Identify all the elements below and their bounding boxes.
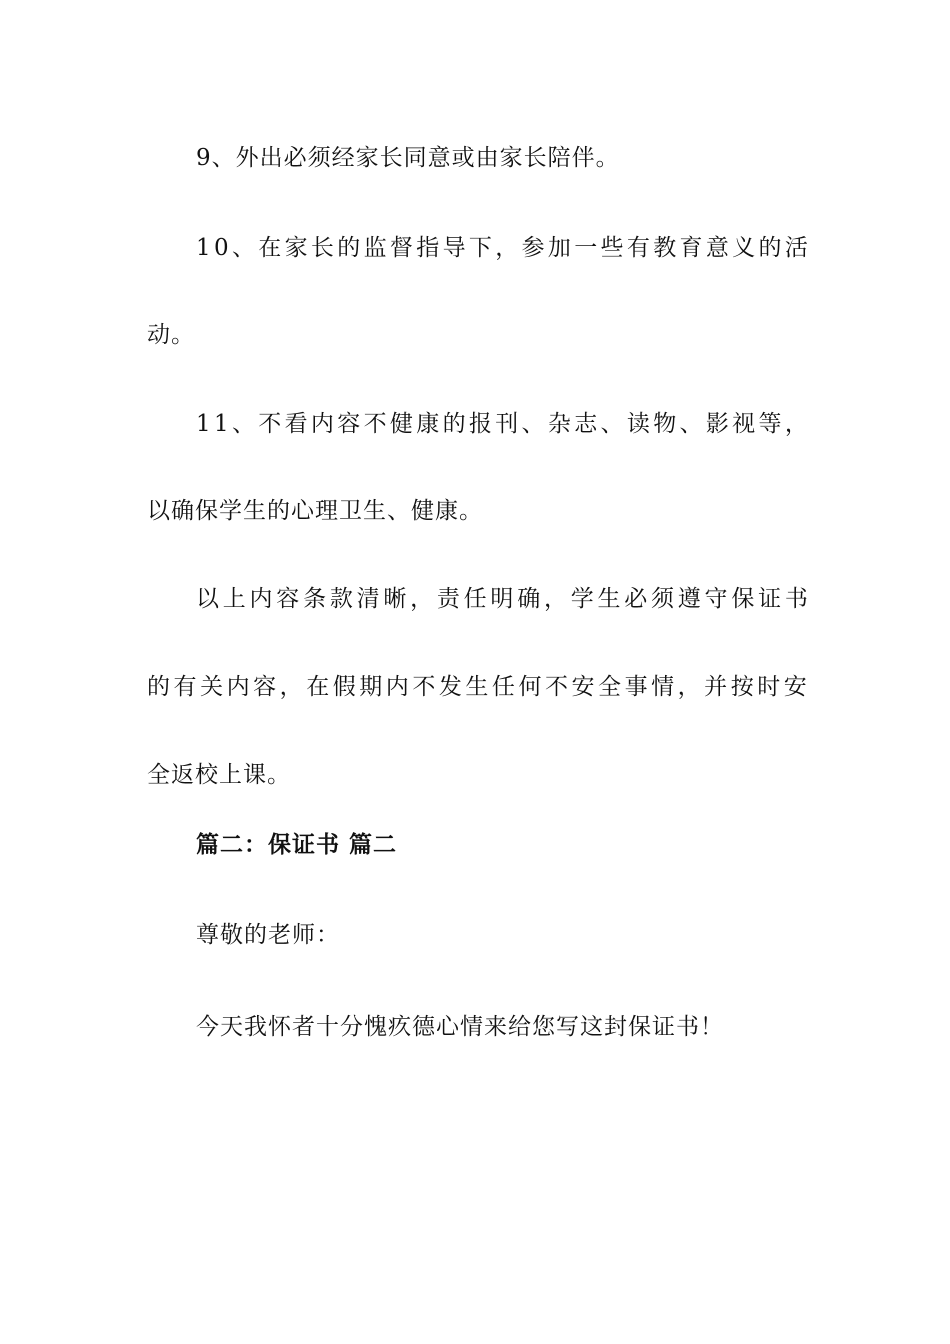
glyph: 、 (600, 411, 624, 437)
glyph: 的 (442, 411, 466, 437)
glyph: 不 (544, 674, 568, 700)
glyph: 责 (436, 586, 460, 612)
glyph: 安 (571, 674, 595, 700)
glyph: 生 (597, 586, 621, 612)
glyph: 必 (624, 586, 648, 612)
glyph: 读 (626, 411, 650, 437)
glyph: 须 (651, 586, 675, 612)
glyph: 报 (468, 411, 492, 437)
glyph: 款 (329, 586, 353, 612)
glyph: ， (410, 586, 434, 612)
glyph: 确 (517, 586, 541, 612)
glyph: 容 (337, 411, 361, 437)
glyph: ， (279, 674, 303, 700)
glyph: 不 (258, 411, 282, 437)
glyph: 按 (730, 674, 754, 700)
glyph: 、 (231, 235, 255, 261)
glyph: 育 (679, 235, 703, 261)
section-heading: 篇二：保证书 篇二 (196, 831, 398, 858)
glyph: 有 (173, 674, 197, 700)
glyph: 容 (253, 674, 277, 700)
glyph: 内 (310, 411, 334, 437)
glyph: 并 (704, 674, 728, 700)
glyph: ， (677, 674, 701, 700)
salutation: 尊敬的老师： (196, 922, 340, 948)
summary-paragraph-line-3: 全返校上课。 (147, 762, 291, 788)
glyph: 参 (521, 235, 545, 261)
paragraph-item-10-line-1 (196, 233, 808, 263)
glyph: 时 (757, 674, 781, 700)
glyph: 等 (758, 411, 782, 437)
glyph: 内 (385, 674, 409, 700)
glyph: 的 (147, 674, 170, 700)
glyph: 督 (389, 235, 413, 261)
summary-paragraph-line-1 (196, 584, 808, 614)
glyph: 指 (416, 235, 440, 261)
glyph: 期 (359, 674, 383, 700)
opening-sentence: 今天我怀者十分愧疚德心情来给您写这封保证书！ (196, 1014, 724, 1040)
glyph: 刊 (495, 411, 519, 437)
glyph: 监 (363, 235, 387, 261)
glyph: 1 (196, 411, 211, 437)
glyph: 杂 (547, 411, 571, 437)
glyph: 有 (626, 235, 650, 261)
glyph: 些 (600, 235, 624, 261)
glyph: 关 (200, 674, 224, 700)
glyph: 一 (574, 235, 598, 261)
glyph: 下 (468, 235, 492, 261)
glyph: 的 (337, 235, 361, 261)
glyph: 事 (624, 674, 648, 700)
glyph: ， (543, 586, 567, 612)
glyph: 0 (213, 235, 229, 261)
paragraph-item-11-line-2: 以确保学生的心理卫生、健康。 (147, 498, 483, 524)
glyph: 家 (284, 235, 308, 261)
glyph: 健 (389, 411, 413, 437)
glyph: 学 (570, 586, 594, 612)
glyph: 清 (356, 586, 380, 612)
glyph: 、 (521, 411, 545, 437)
glyph: 物 (653, 411, 677, 437)
summary-paragraph-line-2 (147, 672, 807, 702)
glyph: 加 (547, 235, 571, 261)
glyph: 内 (226, 674, 250, 700)
glyph: 假 (332, 674, 356, 700)
glyph: 、 (679, 411, 703, 437)
glyph: 书 (784, 586, 808, 612)
glyph: 全 (598, 674, 622, 700)
glyph: 遵 (677, 586, 701, 612)
glyph: 影 (705, 411, 729, 437)
glyph: 发 (438, 674, 462, 700)
glyph: 在 (306, 674, 330, 700)
glyph: ， (495, 235, 519, 261)
glyph: 情 (651, 674, 675, 700)
glyph: 守 (704, 586, 728, 612)
glyph: 在 (258, 235, 282, 261)
glyph: 何 (518, 674, 542, 700)
glyph: 不 (412, 674, 436, 700)
glyph: 视 (732, 411, 756, 437)
glyph: 看 (284, 411, 308, 437)
glyph: 容 (276, 586, 300, 612)
glyph: 安 (783, 674, 807, 700)
glyph: ， (784, 411, 808, 437)
glyph: 上 (222, 586, 246, 612)
glyph: 、 (231, 411, 255, 437)
glyph: 明 (490, 586, 514, 612)
glyph: 以 (196, 586, 219, 612)
glyph: 晰 (383, 586, 407, 612)
glyph: 生 (465, 674, 489, 700)
glyph: 不 (363, 411, 387, 437)
glyph: 任 (463, 586, 487, 612)
glyph: 任 (491, 674, 515, 700)
paragraph-item-10-line-2: 动。 (147, 322, 195, 348)
glyph: 意 (705, 235, 729, 261)
paragraph-item-11-line-1 (196, 409, 808, 439)
glyph: 教 (653, 235, 677, 261)
glyph: 1 (196, 235, 211, 261)
glyph: 条 (303, 586, 327, 612)
glyph: 志 (574, 411, 598, 437)
glyph: 康 (416, 411, 440, 437)
glyph: 1 (213, 411, 229, 437)
glyph: 证 (758, 586, 782, 612)
glyph: 长 (310, 235, 334, 261)
glyph: 内 (249, 586, 273, 612)
paragraph-item-9: 9、外出必须经家长同意或由家长陪伴。 (196, 145, 620, 171)
glyph: 保 (731, 586, 755, 612)
glyph: 导 (442, 235, 466, 261)
glyph: 的 (758, 235, 782, 261)
glyph: 义 (732, 235, 756, 261)
glyph: 活 (784, 235, 808, 261)
